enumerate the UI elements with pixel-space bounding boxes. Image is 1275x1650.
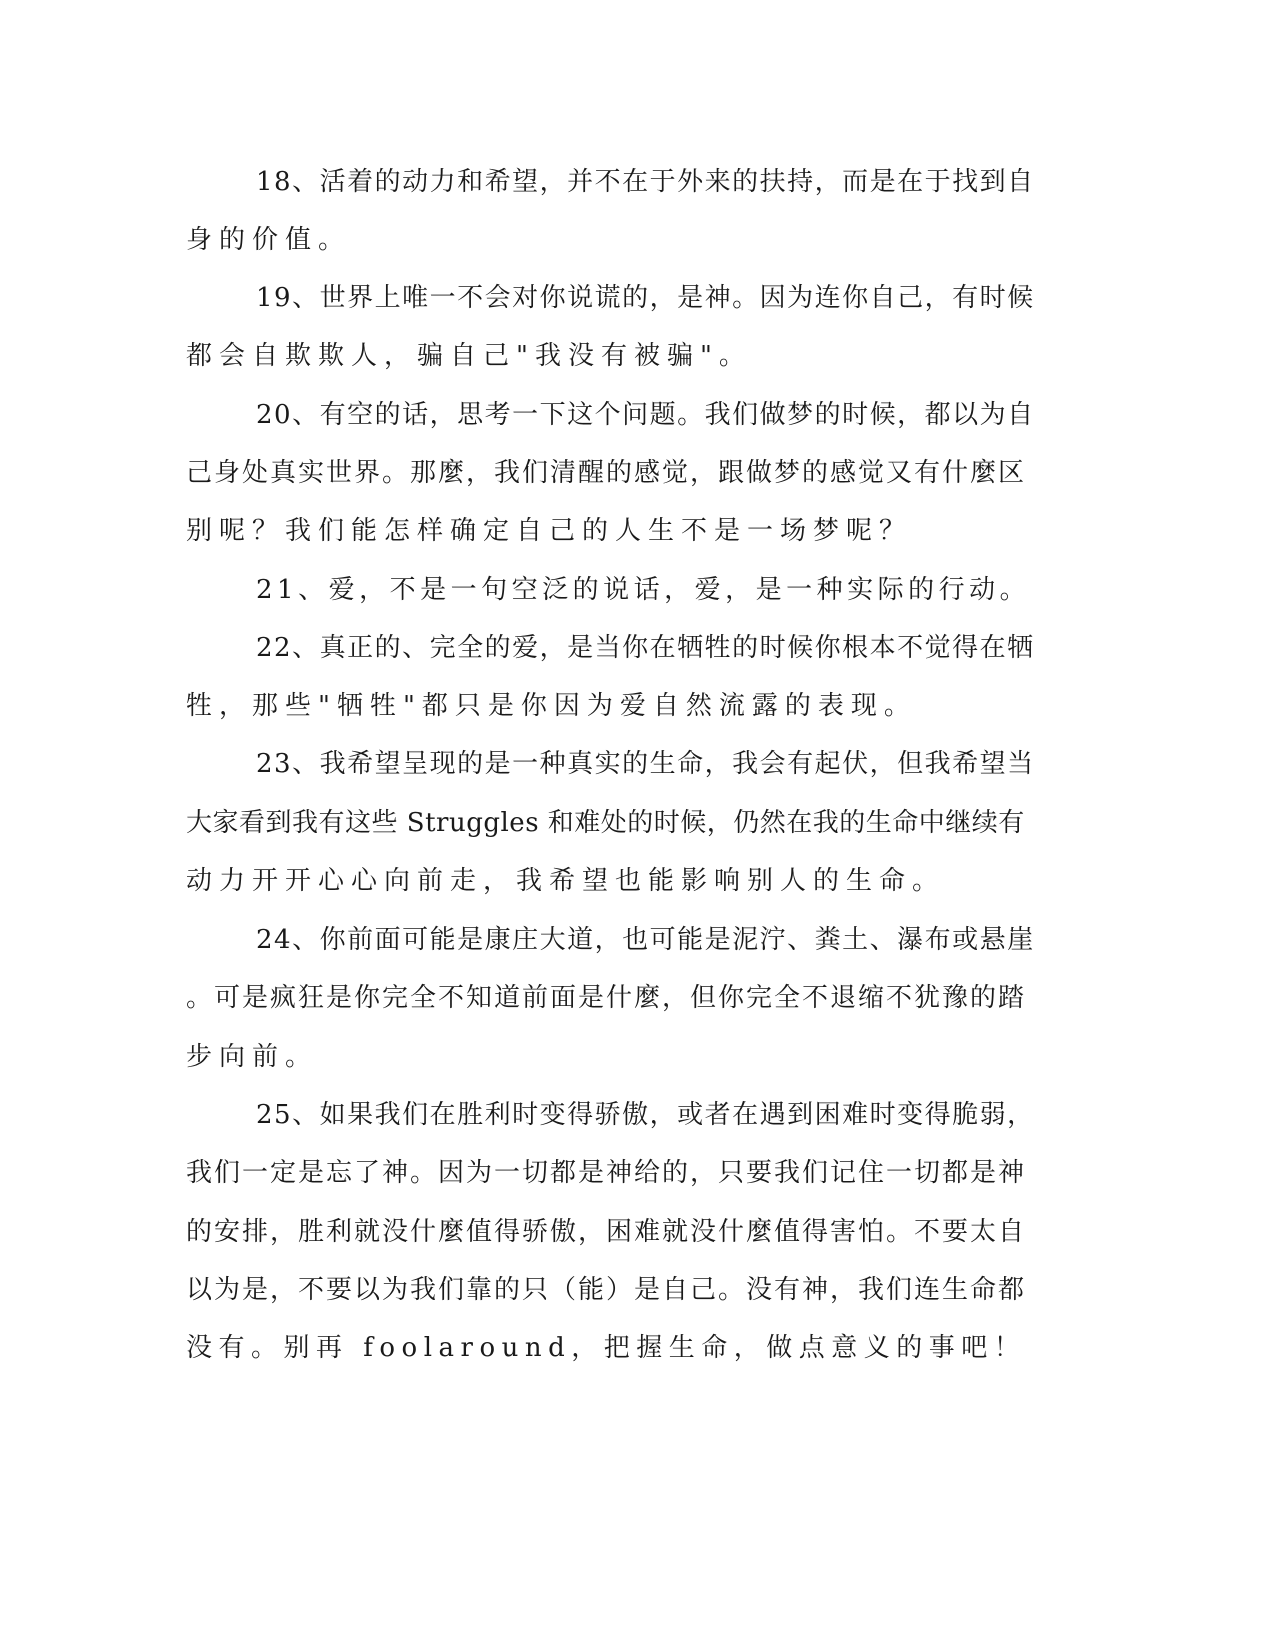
paragraph-24-line-1: 24、你前面可能是康庄大道，也可能是泥泞、粪土、瀑布或悬崖 [256,925,1035,955]
paragraph-25-line-5: 没有。别再 foolaround，把握生命，做点意义的事吧！ [186,1333,1027,1363]
paragraph-23-line-3: 动力开开心心向前走，我希望也能影响别人的生命。 [186,866,946,896]
paragraph-21-line-1: 21、爱，不是一句空泛的说话，爱，是一种实际的行动。 [256,575,1031,605]
paragraph-25-line-3: 的安排，胜利就没什麼值得骄傲，困难就没什麼值得害怕。不要太自 [186,1217,1027,1247]
paragraph-23-line-1: 23、我希望呈现的是一种真实的生命，我会有起伏，但我希望当 [256,749,1035,779]
paragraph-23-line-2: 大家看到我有这些 Struggles 和难处的时候，仍然在我的生命中继续有 [186,808,1025,838]
paragraph-20-line-1: 20、有空的话，思考一下这个问题。我们做梦的时候，都以为自 [256,400,1035,430]
paragraph-25-line-4: 以为是，不要以为我们靠的只（能）是自己。没有神，我们连生命都 [186,1275,1027,1305]
paragraph-19-line-2: 都会自欺欺人，骗自己"我没有被骗"。 [186,341,752,371]
paragraph-24-line-3: 步向前。 [186,1042,319,1072]
paragraph-19-line-1: 19、世界上唯一不会对你说谎的，是神。因为连你自己，有时候 [256,283,1035,313]
paragraph-24-line-2: 。可是疯狂是你完全不知道前面是什麼，但你完全不退缩不犹豫的踏 [186,983,1027,1013]
paragraph-18-line-1: 18、活着的动力和希望，并不在于外来的扶持，而是在于找到自 [256,167,1035,197]
paragraph-20-line-2: 己身处真实世界。那麼，我们清醒的感觉，跟做梦的感觉又有什麼区 [186,458,1027,488]
paragraph-22-line-1: 22、真正的、完全的爱，是当你在牺牲的时候你根本不觉得在牺 [256,633,1035,663]
paragraph-20-line-3: 别呢？我们能怎样确定自己的人生不是一场梦呢？ [186,516,913,546]
paragraph-18-line-2: 身的价值。 [186,225,352,255]
paragraph-25-line-1: 25、如果我们在胜利时变得骄傲，或者在遇到困难时变得脆弱， [256,1100,1035,1130]
paragraph-25-line-2: 我们一定是忘了神。因为一切都是神给的，只要我们记住一切都是神 [186,1158,1027,1188]
paragraph-22-line-2: 牲，那些"牺牲"都只是你因为爱自然流露的表现。 [186,691,917,721]
